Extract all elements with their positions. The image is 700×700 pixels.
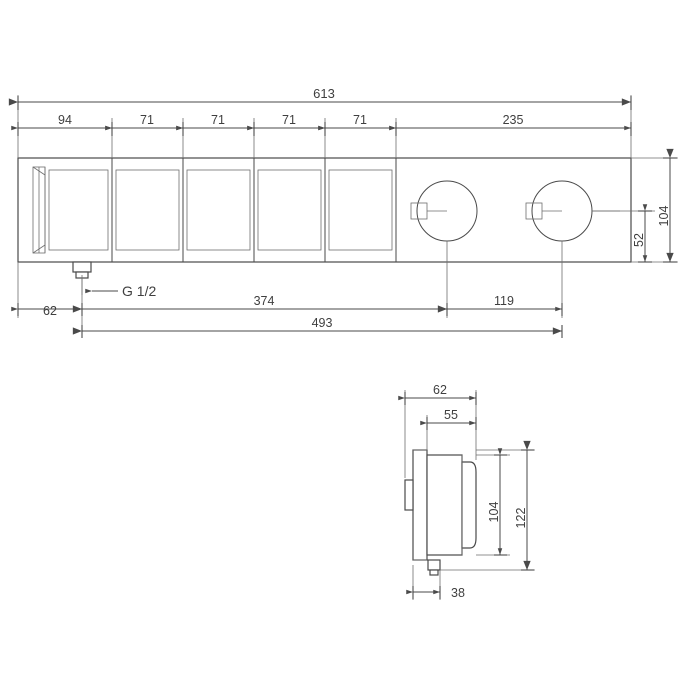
dim-top-3: 71 xyxy=(211,113,225,127)
dim-bottom-374: 374 xyxy=(253,294,275,308)
dim-top-5: 71 xyxy=(353,113,367,127)
dim-bottom-493: 493 xyxy=(311,316,333,330)
dim-overall-width: 613 xyxy=(313,86,335,101)
dim-side-55: 55 xyxy=(444,408,458,422)
dim-bottom-62: 62 xyxy=(43,304,57,318)
dim-side-62: 62 xyxy=(433,383,447,397)
dim-top-1: 94 xyxy=(58,113,72,127)
side-view-body xyxy=(405,450,476,575)
dim-bottom-119: 119 xyxy=(494,294,514,308)
dim-height-52: 52 xyxy=(632,233,646,247)
dim-side-122: 122 xyxy=(514,507,528,529)
dim-side-104: 104 xyxy=(487,501,501,523)
dim-top-2: 71 xyxy=(140,113,154,127)
dim-side-38: 38 xyxy=(451,586,465,600)
dim-top-4: 71 xyxy=(282,113,296,127)
thread-label: G 1/2 xyxy=(122,283,157,299)
front-view-body xyxy=(18,158,631,278)
dim-height-104: 104 xyxy=(657,205,671,227)
dim-top-6: 235 xyxy=(502,113,524,127)
